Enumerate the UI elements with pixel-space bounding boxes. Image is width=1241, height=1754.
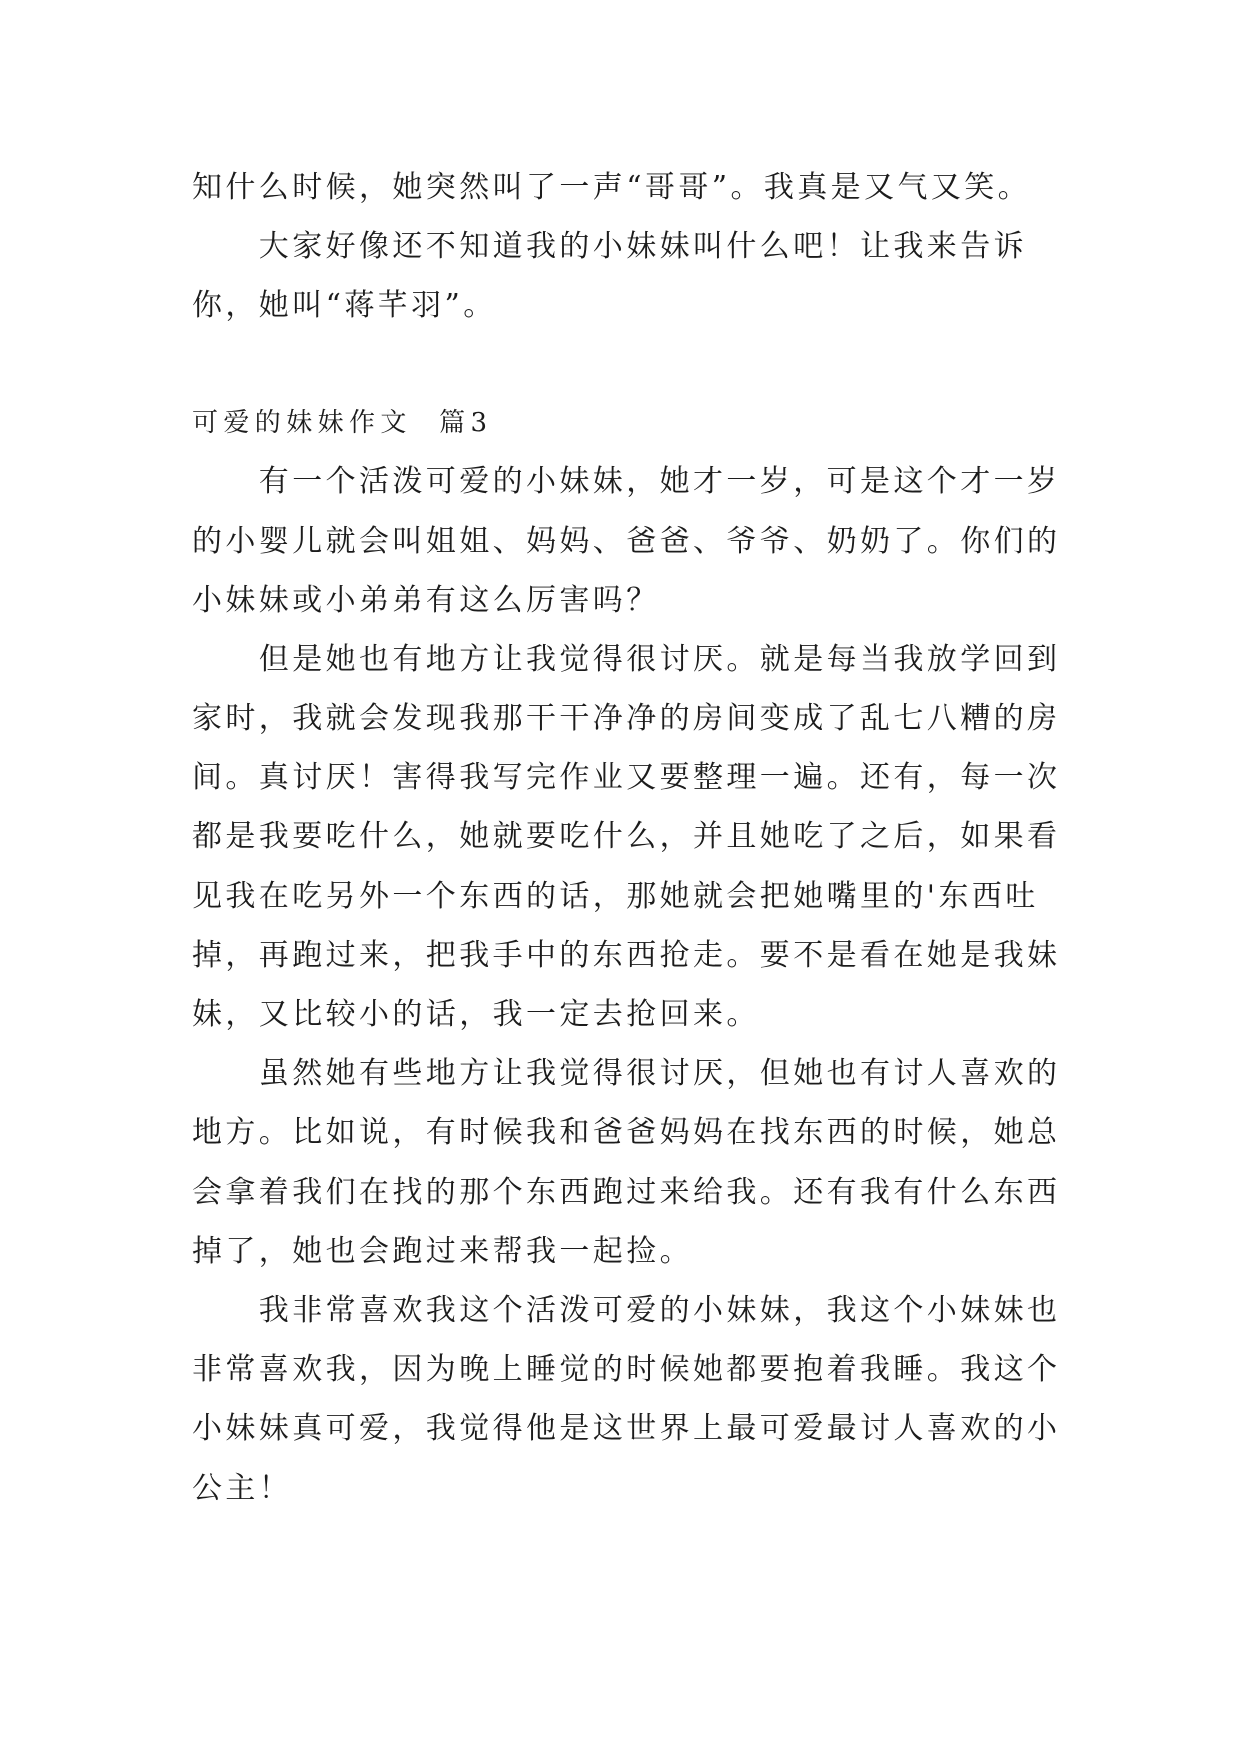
text-line: 见我在吃另外一个东西的话，那她就会把她嘴里的'东西吐 <box>192 878 1039 914</box>
text-line: 大家好像还不知道我的小妹妹叫什么吧！让我来告诉 <box>258 229 1027 265</box>
paragraph <box>192 217 1092 335</box>
text-line: 我非常喜欢我这个活泼可爱的小妹妹，我这个小妹妹也 <box>258 1292 1061 1328</box>
text-line: 有一个活泼可爱的小妹妹，她才一岁，可是这个才一岁 <box>258 464 1061 500</box>
section-heading: 可爱的妹妹作文 篇3 <box>192 407 493 438</box>
document-body <box>192 158 1092 1518</box>
text-line: 小妹妹真可爱，我觉得他是这世界上最可爱最讨人喜欢的小 <box>192 1411 1061 1447</box>
paragraph <box>192 1044 1092 1281</box>
text-line: 间。真讨厌！害得我写完作业又要整理一遍。还有，每一次 <box>192 760 1061 796</box>
text-line: 家时，我就会发现我那干干净净的房间变成了乱七八糟的房 <box>192 701 1061 737</box>
text-line: 虽然她有些地方让我觉得很讨厌，但她也有讨人喜欢的 <box>258 1056 1061 1092</box>
blank-line <box>192 336 1092 395</box>
text-line: 会拿着我们在找的那个东西跑过来给我。还有我有什么东西 <box>192 1174 1061 1210</box>
text-line: 地方。比如说，有时候我和爸爸妈妈在找东西的时候，她总 <box>192 1115 1061 1151</box>
paragraph <box>192 452 1092 630</box>
text-line: 你，她叫“蒋芊羽”。 <box>192 288 497 324</box>
text-line: 的小婴儿就会叫姐姐、妈妈、爸爸、爷爷、奶奶了。你们的 <box>192 523 1061 559</box>
paragraph <box>192 1281 1092 1518</box>
text-line: 掉，再跑过来，把我手中的东西抢走。要不是看在她是我妹 <box>192 937 1061 973</box>
text-line: 非常喜欢我，因为晚上睡觉的时候她都要抱着我睡。我这个 <box>192 1352 1061 1388</box>
text-line: 公主！ <box>192 1470 293 1506</box>
text-line: 知什么时候，她突然叫了一声“哥哥”。我真是又气又笑。 <box>192 170 1032 205</box>
text-line: 但是她也有地方让我觉得很讨厌。就是每当我放学回到 <box>258 641 1061 677</box>
text-line: 掉了，她也会跑过来帮我一起捡。 <box>192 1233 693 1269</box>
paragraph <box>192 630 1092 1044</box>
paragraph <box>192 158 1092 217</box>
text-line: 都是我要吃什么，她就要吃什么，并且她吃了之后，如果看 <box>192 819 1061 855</box>
text-line: 妹，又比较小的话，我一定去抢回来。 <box>192 997 760 1033</box>
text-line: 小妹妹或小弟弟有这么厉害吗？ <box>192 582 660 618</box>
